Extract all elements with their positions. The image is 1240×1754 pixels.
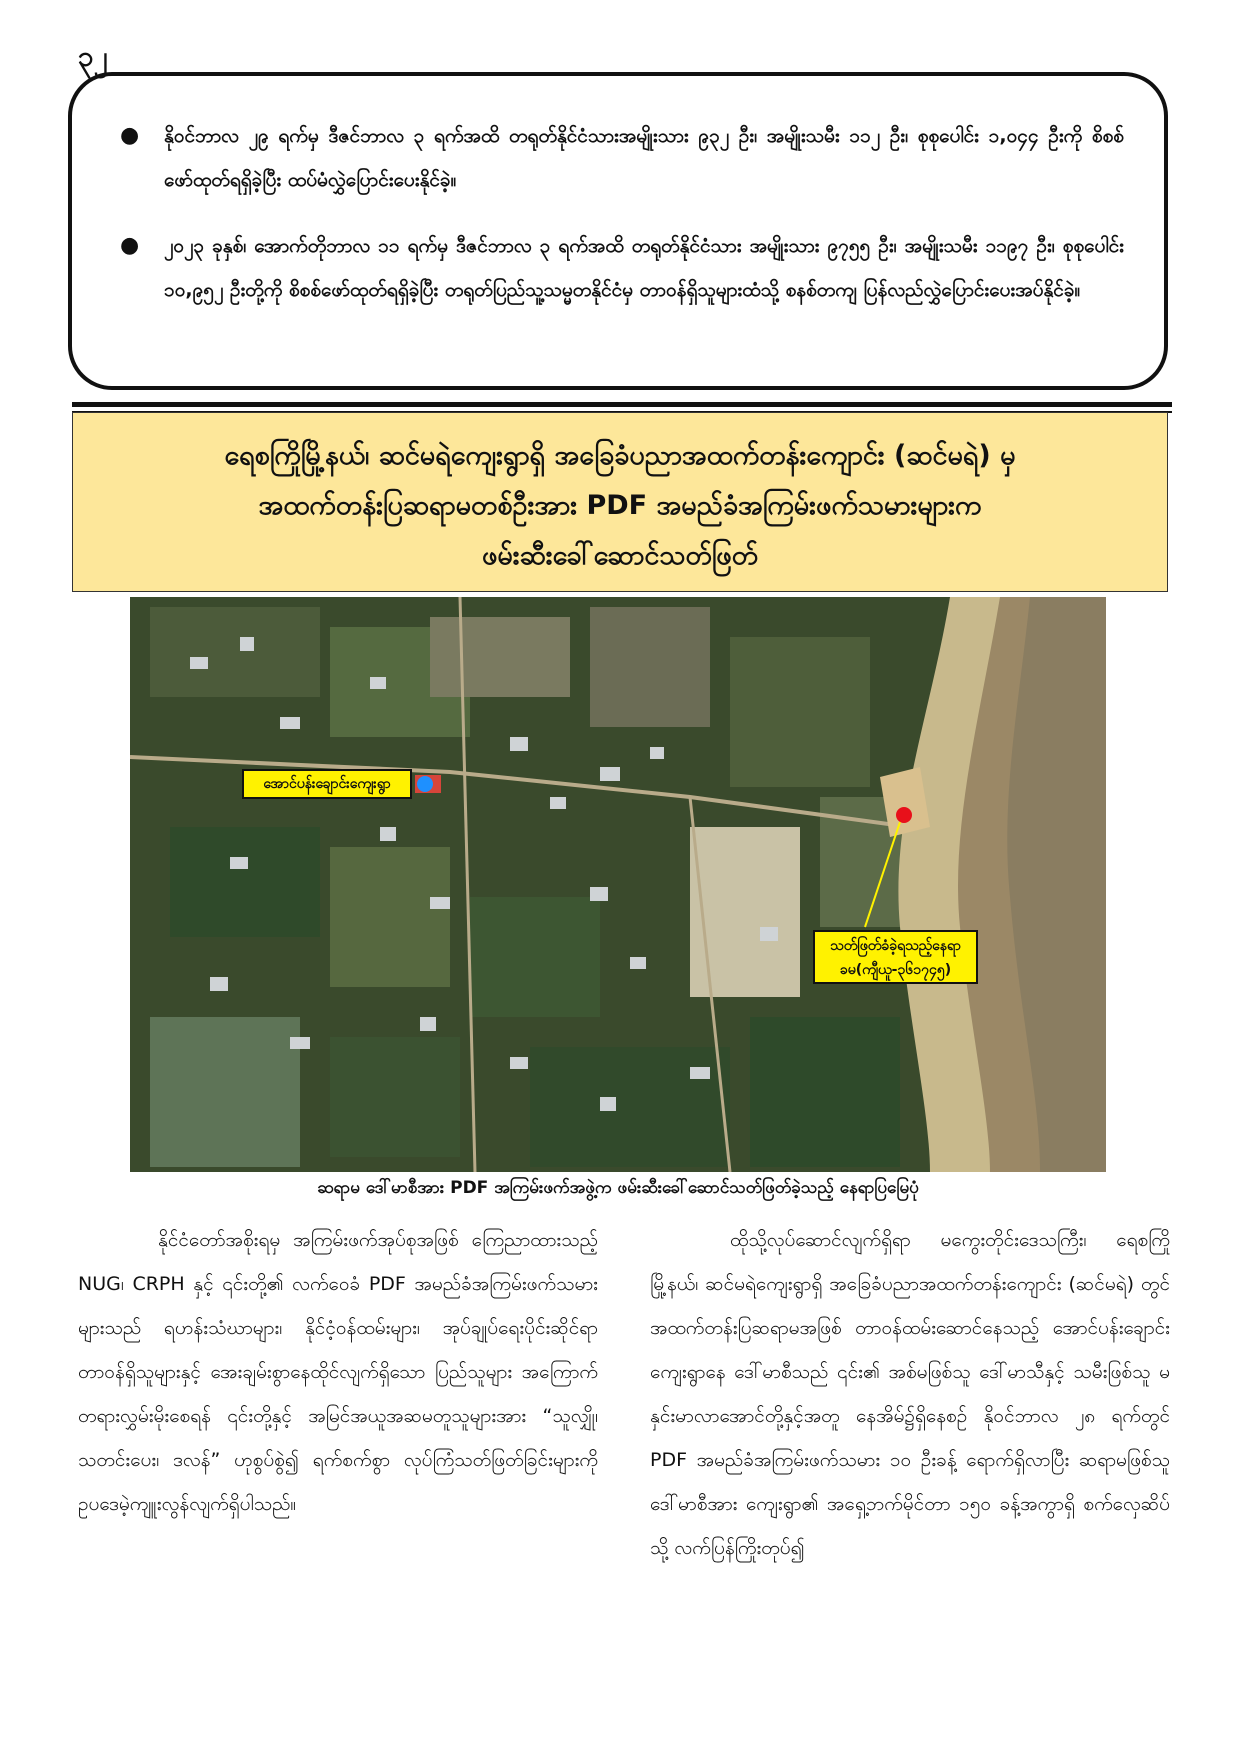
right-column: [650, 1218, 1170, 1570]
summary-item: [120, 224, 1124, 312]
incident-site-label-line: သတ်ဖြတ်ခံခဲ့ရသည့်နေရာ: [830, 938, 961, 954]
incident-site-label-line: ခမ(ကျီယူ-၃၆၁၇၄၅): [839, 962, 952, 978]
headline-line: အထက်တန်းပြဆရာမတစ်ဦးအား PDF အမည်ခံအကြမ်းဖက်သမားများက: [258, 490, 982, 521]
page-number: ၃၂: [78, 40, 108, 73]
bullet-icon: ●: [120, 233, 140, 258]
divider-thick: [72, 402, 1172, 407]
headline-line: ဖမ်းဆီးခေါ်ဆောင်သတ်ဖြတ်: [481, 540, 759, 571]
village-marker-icon: [417, 776, 433, 792]
paragraph: နိုင်ငံတော်အစိုးရမှ အကြမ်းဖက်အုပ်စုအဖြစ် ကြေညာထားသည့် NUG၊ CRPH နှင့် ၎င်းတို့၏ လက်ဝေခံ PDF အမည်ခံအကြမ်းဖက်သမားများသည် ရဟန်းသံဃာများ၊ နိုင်ငံ့ဝန်ထမ်းများ၊ အုပ်ချုပ်ရေးပိုင်းဆိုင်ရာ တာဝန်ရှိသူများနှင့် အေးချမ်းစွာနေထိုင်လျက်ရှိသော ပြည်သူများ အကြောက်တရားလွှမ်းမိုးစေရန် ၎င်းတို့နှင့် အမြင်အယူအဆမတူသူများအား “သူလျှို၊ သတင်းပေး၊ ဒလန်” ဟုစွပ်စွဲ၍ ရက်စက်စွာ လုပ်ကြံသတ်ဖြတ်ခြင်းများကို ဥပဒေမဲ့ကျူးလွန်လျက်ရှိပါသည်။: [78, 1229, 598, 1515]
headline-line: ရေစကြိုမြို့နယ်၊ ဆင်မရဲကျေးရွာရှိ အခြေခံပညာအထက်တန်းကျောင်း (ဆင်မရဲ) မှ: [224, 440, 1016, 471]
satellite-map-image: [130, 597, 1106, 1172]
summary-item-text: ၂၀၂၃ ခုနှစ်၊ အောက်တိုဘာလ ၁၁ ရက်မှ ဒီဇင်ဘာလ ၃ ရက်အထိ တရုတ်နိုင်ငံသား အမျိုးသား ၉၇၅၅ ဦး၊ အမျိုးသမီး ၁၁၉၇ ဦး၊ စုစုပေါင်း ၁၀,၉၅၂ ဦးတို့ကို စိစစ်ဖော်ထုတ်ရရှိခဲ့ပြီး တရုတ်ပြည်သူ့သမ္မတနိုင်ငံမှ တာဝန်ရှိသူများထံသို့ စနစ်တကျ ပြန်လည်လွှဲပြောင်းပေးအပ်နိုင်ခဲ့။: [164, 235, 1124, 301]
incident-site-label: [813, 930, 978, 984]
left-column: [78, 1218, 598, 1526]
paragraph: ထိုသို့လုပ်ဆောင်လျက်ရှိရာ မကွေးတိုင်းဒေသကြီး၊ ရေစကြိုမြို့နယ်၊ ဆင်မရဲကျေးရွာရှိ အခြေခံပညာအထက်တန်းကျောင်း (ဆင်မရဲ) တွင် အထက်တန်းပြဆရာမအဖြစ် တာဝန်ထမ်းဆောင်နေသည့် အောင်ပန်းချောင်းကျေးရွာနေ ဒေါ်မာစီသည် ၎င်း၏ အစ်မဖြစ်သူ ဒေါ်မာသီနှင့် သမီးဖြစ်သူ မနှင်းမာလာအောင်တို့နှင့်အတူ နေအိမ်၌ရှိနေစဉ် နိုဝင်ဘာလ ၂၈ ရက်တွင် PDF အမည်ခံအကြမ်းဖက်သမား ၁၀ ဦးခန့် ရောက်ရှိလာပြီး ဆရာမဖြစ်သူ ဒေါ်မာစီအား ကျေးရွာ၏ အရှေ့ဘက်မိုင်တာ ၁၅၀ ခန့်အကွာရှိ စက်လှေဆိပ်သို့ လက်ပြန်ကြိုးတုပ်၍: [650, 1229, 1170, 1559]
village-label: အောင်ပန်းချောင်းကျေးရွာ: [242, 769, 412, 799]
incident-marker-icon: [896, 807, 912, 823]
map-caption: ဆရာမ ဒေါ်မာစီအား PDF အကြမ်းဖက်အဖွဲ့က ဖမ်းဆီးခေါ်ဆောင်သတ်ဖြတ်ခဲ့သည့် နေရာပြမြေပုံ: [317, 1178, 919, 1198]
summary-list: [112, 114, 1124, 312]
summary-item: [120, 114, 1124, 202]
bullet-icon: ●: [120, 123, 140, 148]
summary-box: [68, 72, 1168, 390]
satellite-map-graphic: [130, 597, 1106, 1172]
summary-item-text: နိုဝင်ဘာလ ၂၉ ရက်မှ ဒီဇင်ဘာလ ၃ ရက်အထိ တရုတ်နိုင်ငံသားအမျိုးသား ၉၃၂ ဦး၊ အမျိုးသမီး ၁၁၂ ဦး၊ စုစုပေါင်း ၁,၀၄၄ ဦးကို စိစစ်ဖော်ထုတ်ရရှိခဲ့ပြီး ထပ်မံလွှဲပြောင်းပေးနိုင်ခဲ့။: [164, 125, 1124, 191]
headline-box: [72, 412, 1168, 592]
